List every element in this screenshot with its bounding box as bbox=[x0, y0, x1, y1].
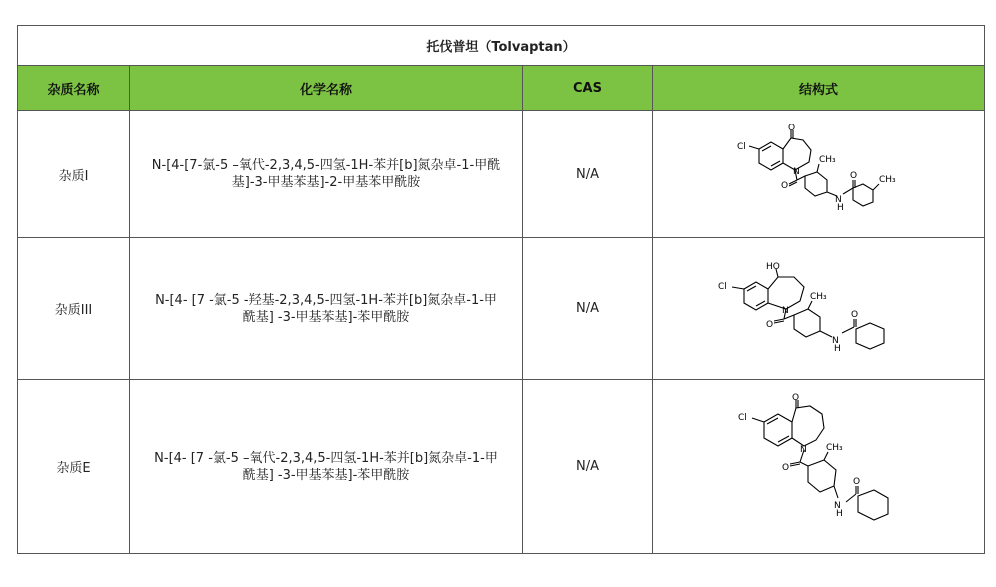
structure-cell bbox=[653, 380, 985, 554]
structure-label: H bbox=[833, 343, 841, 354]
header-impurity: 杂质名称 bbox=[18, 66, 130, 111]
impurity-table bbox=[17, 25, 985, 554]
chemical-name bbox=[130, 238, 523, 380]
structure-label: Cl bbox=[736, 142, 746, 152]
cas-number: N/A bbox=[523, 111, 653, 238]
structure-label: O bbox=[850, 309, 858, 320]
table-row bbox=[18, 238, 985, 380]
table-title: 托伐普坦（Tolvaptan） bbox=[18, 26, 985, 66]
structure-label: O bbox=[765, 319, 773, 330]
structure-label: O bbox=[787, 124, 795, 133]
structure-label: HO bbox=[765, 261, 780, 272]
structure-label: N bbox=[792, 167, 800, 177]
structure-label: Cl bbox=[717, 281, 727, 292]
structure-label: Cl bbox=[737, 412, 747, 423]
chemical-name-line: 基]-3-甲基苯基]-2-甲基苯甲酰胺 bbox=[231, 175, 421, 190]
structure-image bbox=[729, 124, 909, 224]
structure-image bbox=[734, 392, 904, 542]
structure-label: O bbox=[852, 476, 860, 487]
structure-label: N bbox=[834, 195, 842, 205]
cas-number: N/A bbox=[523, 380, 653, 554]
structure-label: O bbox=[791, 392, 799, 403]
structure-cell bbox=[653, 111, 985, 238]
chemical-name-line: N-[4- [7 -氯-5 -羟基-2,3,4,5-四氢-1H-苯并[b]氮杂卓-1-甲 bbox=[155, 292, 497, 308]
chemical-name bbox=[130, 111, 523, 238]
structure-label: CH₃ bbox=[809, 291, 827, 302]
impurity-name: 杂质I bbox=[18, 111, 130, 238]
chemical-name bbox=[130, 380, 523, 554]
chemical-name-line: N-[4-[7-氯-5 –氧代-2,3,4,5-四氢-1H-苯并[b]氮杂卓-1-甲酰 bbox=[151, 158, 501, 173]
chemical-name-line: 酰基] -3-甲基苯基]-苯甲酰胺 bbox=[242, 309, 410, 325]
chemical-name-line: 酰基] -3-甲基苯基]-苯甲酰胺 bbox=[242, 467, 410, 483]
structure-label: H bbox=[836, 203, 844, 213]
structure-label: O bbox=[781, 462, 789, 473]
chemical-name-line: N-[4- [7 -氯-5 –氧代-2,3,4,5-四氢-1H-苯并[b]氮杂卓-1-甲 bbox=[154, 450, 498, 466]
structure-label: N bbox=[799, 444, 807, 455]
header-cas: CAS bbox=[523, 66, 653, 111]
table-row bbox=[18, 111, 985, 238]
structure-label: O bbox=[780, 181, 788, 191]
impurity-name: 杂质III bbox=[18, 238, 130, 380]
structure-label: N bbox=[833, 500, 841, 511]
impurity-name: 杂质E bbox=[18, 380, 130, 554]
header-row bbox=[18, 66, 985, 111]
structure-image bbox=[714, 259, 924, 359]
table-row bbox=[18, 380, 985, 554]
structure-cell bbox=[653, 238, 985, 380]
structure-label: N bbox=[781, 305, 789, 316]
cas-number: N/A bbox=[523, 238, 653, 380]
structure-label: CH₃ bbox=[818, 155, 836, 165]
header-chem-name: 化学名称 bbox=[130, 66, 523, 111]
structure-label: H bbox=[835, 508, 843, 519]
structure-label: CH₃ bbox=[825, 442, 843, 453]
structure-label: N bbox=[831, 335, 839, 346]
structure-label: O bbox=[849, 171, 857, 181]
header-structure: 结构式 bbox=[653, 66, 985, 111]
structure-label: CH₃ bbox=[878, 175, 896, 185]
